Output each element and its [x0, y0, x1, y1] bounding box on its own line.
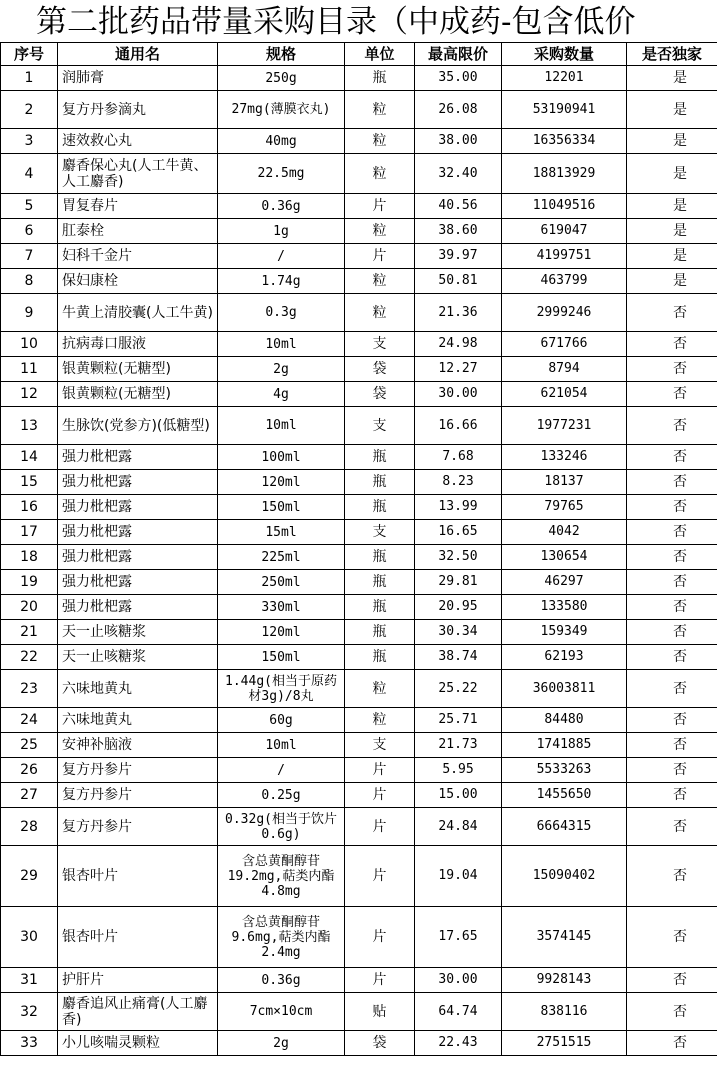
cell-price: 16.66 [415, 407, 502, 445]
cell-seq: 33 [1, 1031, 58, 1056]
cell-spec: 2g [218, 1031, 345, 1056]
table-row [1, 708, 717, 733]
cell-unit: 支 [345, 520, 415, 545]
cell-name: 六味地黄丸 [58, 708, 218, 733]
cell-qty: 1455650 [502, 783, 627, 808]
cell-qty: 133246 [502, 445, 627, 470]
cell-name: 银杏叶片 [58, 907, 218, 968]
cell-price: 13.99 [415, 495, 502, 520]
cell-qty: 16356334 [502, 129, 627, 154]
cell-qty: 671766 [502, 332, 627, 357]
table-row [1, 783, 717, 808]
cell-spec: 22.5mg [218, 154, 345, 194]
cell-price: 24.84 [415, 808, 502, 846]
table-row [1, 357, 717, 382]
cell-name: 安神补脑液 [58, 733, 218, 758]
cell-spec: 0.36g [218, 194, 345, 219]
cell-unit: 片 [345, 907, 415, 968]
cell-qty: 2751515 [502, 1031, 627, 1056]
table-row [1, 495, 717, 520]
cell-seq: 32 [1, 993, 58, 1031]
cell-unit: 支 [345, 733, 415, 758]
cell-unit: 支 [345, 407, 415, 445]
cell-qty: 159349 [502, 620, 627, 645]
cell-exclusive: 是 [627, 269, 717, 294]
cell-name: 银黄颗粒(无糖型) [58, 382, 218, 407]
cell-price: 15.00 [415, 783, 502, 808]
cell-exclusive: 否 [627, 445, 717, 470]
cell-seq: 18 [1, 545, 58, 570]
table-row [1, 595, 717, 620]
header-spec: 规格 [218, 43, 345, 66]
cell-unit: 贴 [345, 993, 415, 1031]
cell-spec: 15ml [218, 520, 345, 545]
cell-exclusive: 否 [627, 808, 717, 846]
cell-spec: 27mg(薄膜衣丸) [218, 91, 345, 129]
cell-unit: 粒 [345, 154, 415, 194]
table-row [1, 154, 717, 194]
cell-qty: 79765 [502, 495, 627, 520]
cell-name: 强力枇杷露 [58, 595, 218, 620]
cell-qty: 6664315 [502, 808, 627, 846]
cell-spec: 150ml [218, 645, 345, 670]
table-row [1, 993, 717, 1031]
table-row [1, 194, 717, 219]
cell-qty: 46297 [502, 570, 627, 595]
cell-unit: 片 [345, 194, 415, 219]
cell-seq: 24 [1, 708, 58, 733]
cell-spec: 0.32g(相当于饮片0.6g) [218, 808, 345, 846]
cell-unit: 粒 [345, 91, 415, 129]
cell-price: 25.71 [415, 708, 502, 733]
cell-unit: 瓶 [345, 66, 415, 91]
cell-name: 复方丹参片 [58, 783, 218, 808]
cell-unit: 瓶 [345, 595, 415, 620]
cell-unit: 瓶 [345, 620, 415, 645]
cell-exclusive: 否 [627, 545, 717, 570]
cell-seq: 31 [1, 968, 58, 993]
cell-spec: 0.36g [218, 968, 345, 993]
table-row [1, 545, 717, 570]
table-row [1, 670, 717, 708]
cell-unit: 片 [345, 244, 415, 269]
cell-seq: 13 [1, 407, 58, 445]
cell-qty: 130654 [502, 545, 627, 570]
cell-spec: 150ml [218, 495, 345, 520]
table-row [1, 66, 717, 91]
cell-exclusive: 否 [627, 708, 717, 733]
cell-price: 5.95 [415, 758, 502, 783]
cell-qty: 1741885 [502, 733, 627, 758]
cell-seq: 28 [1, 808, 58, 846]
cell-price: 24.98 [415, 332, 502, 357]
header-name: 通用名 [58, 43, 218, 66]
cell-unit: 支 [345, 332, 415, 357]
table-body [1, 66, 717, 1056]
cell-seq: 30 [1, 907, 58, 968]
cell-price: 29.81 [415, 570, 502, 595]
cell-unit: 粒 [345, 670, 415, 708]
cell-qty: 3574145 [502, 907, 627, 968]
cell-unit: 瓶 [345, 495, 415, 520]
cell-unit: 粒 [345, 269, 415, 294]
cell-name: 强力枇杷露 [58, 445, 218, 470]
table-row [1, 244, 717, 269]
cell-spec: 2g [218, 357, 345, 382]
cell-spec: 100ml [218, 445, 345, 470]
cell-spec: 含总黄酮醇苷19.2mg,萜类内酯4.8mg [218, 846, 345, 907]
cell-exclusive: 否 [627, 470, 717, 495]
cell-qty: 62193 [502, 645, 627, 670]
table-row [1, 445, 717, 470]
cell-qty: 12201 [502, 66, 627, 91]
cell-name: 银黄颗粒(无糖型) [58, 357, 218, 382]
cell-name: 强力枇杷露 [58, 495, 218, 520]
cell-exclusive: 否 [627, 968, 717, 993]
cell-seq: 4 [1, 154, 58, 194]
cell-name: 妇科千金片 [58, 244, 218, 269]
cell-exclusive: 是 [627, 154, 717, 194]
cell-qty: 15090402 [502, 846, 627, 907]
cell-exclusive: 否 [627, 733, 717, 758]
cell-seq: 29 [1, 846, 58, 907]
cell-seq: 17 [1, 520, 58, 545]
cell-spec: 10ml [218, 733, 345, 758]
cell-price: 8.23 [415, 470, 502, 495]
cell-spec: 1.74g [218, 269, 345, 294]
cell-unit: 片 [345, 846, 415, 907]
cell-name: 强力枇杷露 [58, 520, 218, 545]
cell-spec: 0.25g [218, 783, 345, 808]
table-row [1, 846, 717, 907]
cell-exclusive: 否 [627, 907, 717, 968]
table-row [1, 808, 717, 846]
table-row [1, 733, 717, 758]
header-row [1, 43, 717, 66]
cell-name: 天一止咳糖浆 [58, 620, 218, 645]
cell-price: 35.00 [415, 66, 502, 91]
cell-name: 牛黄上清胶囊(人工牛黄) [58, 294, 218, 332]
cell-unit: 瓶 [345, 645, 415, 670]
cell-price: 30.00 [415, 968, 502, 993]
cell-price: 30.00 [415, 382, 502, 407]
cell-name: 速效救心丸 [58, 129, 218, 154]
cell-price: 17.65 [415, 907, 502, 968]
cell-seq: 21 [1, 620, 58, 645]
cell-seq: 12 [1, 382, 58, 407]
cell-price: 7.68 [415, 445, 502, 470]
cell-unit: 袋 [345, 382, 415, 407]
cell-unit: 瓶 [345, 570, 415, 595]
cell-qty: 18137 [502, 470, 627, 495]
cell-unit: 袋 [345, 1031, 415, 1056]
cell-spec: 250ml [218, 570, 345, 595]
cell-unit: 粒 [345, 219, 415, 244]
cell-qty: 4199751 [502, 244, 627, 269]
table-row [1, 407, 717, 445]
cell-name: 银杏叶片 [58, 846, 218, 907]
cell-exclusive: 否 [627, 595, 717, 620]
cell-exclusive: 否 [627, 846, 717, 907]
cell-seq: 14 [1, 445, 58, 470]
cell-name: 复方丹参片 [58, 808, 218, 846]
cell-name: 胃复春片 [58, 194, 218, 219]
cell-seq: 6 [1, 219, 58, 244]
cell-name: 肛泰栓 [58, 219, 218, 244]
cell-qty: 18813929 [502, 154, 627, 194]
cell-unit: 袋 [345, 357, 415, 382]
cell-name: 小儿咳喘灵颗粒 [58, 1031, 218, 1056]
cell-spec: 0.3g [218, 294, 345, 332]
cell-qty: 84480 [502, 708, 627, 733]
page-title: 第二批药品带量采购目录（中成药-包含低价 [36, 4, 636, 40]
table-row [1, 758, 717, 783]
cell-seq: 23 [1, 670, 58, 708]
cell-seq: 3 [1, 129, 58, 154]
cell-qty: 8794 [502, 357, 627, 382]
cell-seq: 15 [1, 470, 58, 495]
cell-exclusive: 否 [627, 407, 717, 445]
header-exclusive: 是否独家 [627, 43, 717, 66]
cell-exclusive: 否 [627, 382, 717, 407]
cell-name: 六味地黄丸 [58, 670, 218, 708]
cell-name: 麝香追风止痛膏(人工麝香) [58, 993, 218, 1031]
cell-qty: 9928143 [502, 968, 627, 993]
cell-name: 强力枇杷露 [58, 470, 218, 495]
cell-exclusive: 否 [627, 758, 717, 783]
cell-exclusive: 否 [627, 294, 717, 332]
cell-name: 麝香保心丸(人工牛黄、人工麝香) [58, 154, 218, 194]
cell-name: 强力枇杷露 [58, 545, 218, 570]
cell-price: 21.73 [415, 733, 502, 758]
cell-name: 生脉饮(党参方)(低糖型) [58, 407, 218, 445]
cell-name: 强力枇杷露 [58, 570, 218, 595]
table-row [1, 907, 717, 968]
table-row [1, 620, 717, 645]
cell-seq: 25 [1, 733, 58, 758]
cell-seq: 1 [1, 66, 58, 91]
cell-exclusive: 是 [627, 219, 717, 244]
cell-price: 38.60 [415, 219, 502, 244]
cell-price: 32.50 [415, 545, 502, 570]
cell-unit: 瓶 [345, 445, 415, 470]
cell-exclusive: 否 [627, 570, 717, 595]
cell-price: 38.74 [415, 645, 502, 670]
table-row [1, 470, 717, 495]
table-row [1, 645, 717, 670]
cell-unit: 片 [345, 808, 415, 846]
cell-spec: 1.44g(相当于原药材3g)/8丸 [218, 670, 345, 708]
header-unit: 单位 [345, 43, 415, 66]
cell-spec: / [218, 244, 345, 269]
cell-price: 22.43 [415, 1031, 502, 1056]
cell-name: 复方丹参片 [58, 758, 218, 783]
table-row [1, 968, 717, 993]
cell-spec: 330ml [218, 595, 345, 620]
table-row [1, 269, 717, 294]
cell-price: 64.74 [415, 993, 502, 1031]
cell-qty: 11049516 [502, 194, 627, 219]
cell-spec: 225ml [218, 545, 345, 570]
cell-price: 21.36 [415, 294, 502, 332]
cell-seq: 27 [1, 783, 58, 808]
cell-qty: 5533263 [502, 758, 627, 783]
cell-qty: 2999246 [502, 294, 627, 332]
cell-seq: 26 [1, 758, 58, 783]
cell-exclusive: 是 [627, 129, 717, 154]
cell-seq: 7 [1, 244, 58, 269]
cell-name: 复方丹参滴丸 [58, 91, 218, 129]
cell-price: 26.08 [415, 91, 502, 129]
cell-spec: 1g [218, 219, 345, 244]
cell-name: 润肺膏 [58, 66, 218, 91]
cell-price: 40.56 [415, 194, 502, 219]
cell-unit: 片 [345, 968, 415, 993]
cell-price: 50.81 [415, 269, 502, 294]
table-row [1, 219, 717, 244]
cell-spec: 40mg [218, 129, 345, 154]
cell-spec: 120ml [218, 620, 345, 645]
drug-catalog-table [0, 42, 717, 1056]
cell-exclusive: 否 [627, 783, 717, 808]
cell-seq: 20 [1, 595, 58, 620]
cell-qty: 619047 [502, 219, 627, 244]
cell-spec: 10ml [218, 332, 345, 357]
cell-exclusive: 否 [627, 332, 717, 357]
cell-exclusive: 否 [627, 1031, 717, 1056]
cell-qty: 1977231 [502, 407, 627, 445]
cell-exclusive: 是 [627, 66, 717, 91]
cell-exclusive: 否 [627, 670, 717, 708]
cell-price: 30.34 [415, 620, 502, 645]
table-row [1, 332, 717, 357]
cell-name: 保妇康栓 [58, 269, 218, 294]
header-seq: 序号 [1, 43, 58, 66]
cell-exclusive: 否 [627, 520, 717, 545]
cell-qty: 838116 [502, 993, 627, 1031]
cell-seq: 9 [1, 294, 58, 332]
table-row [1, 570, 717, 595]
cell-name: 天一止咳糖浆 [58, 645, 218, 670]
table-row [1, 1031, 717, 1056]
cell-spec: 250g [218, 66, 345, 91]
cell-unit: 粒 [345, 294, 415, 332]
cell-unit: 粒 [345, 708, 415, 733]
cell-spec: 7cm×10cm [218, 993, 345, 1031]
cell-unit: 瓶 [345, 545, 415, 570]
cell-exclusive: 是 [627, 244, 717, 269]
cell-qty: 4042 [502, 520, 627, 545]
cell-spec: / [218, 758, 345, 783]
cell-exclusive: 是 [627, 194, 717, 219]
cell-exclusive: 否 [627, 620, 717, 645]
cell-name: 抗病毒口服液 [58, 332, 218, 357]
cell-seq: 16 [1, 495, 58, 520]
cell-price: 38.00 [415, 129, 502, 154]
cell-exclusive: 否 [627, 495, 717, 520]
cell-price: 16.65 [415, 520, 502, 545]
cell-seq: 8 [1, 269, 58, 294]
cell-price: 25.22 [415, 670, 502, 708]
cell-price: 19.04 [415, 846, 502, 907]
cell-price: 39.97 [415, 244, 502, 269]
cell-spec: 4g [218, 382, 345, 407]
cell-seq: 2 [1, 91, 58, 129]
cell-seq: 22 [1, 645, 58, 670]
table-row [1, 294, 717, 332]
header-qty: 采购数量 [502, 43, 627, 66]
header-price: 最高限价 [415, 43, 502, 66]
cell-seq: 10 [1, 332, 58, 357]
cell-unit: 瓶 [345, 470, 415, 495]
table-row [1, 382, 717, 407]
cell-qty: 36003811 [502, 670, 627, 708]
cell-seq: 19 [1, 570, 58, 595]
cell-qty: 133580 [502, 595, 627, 620]
cell-name: 护肝片 [58, 968, 218, 993]
cell-exclusive: 否 [627, 645, 717, 670]
table-row [1, 91, 717, 129]
cell-exclusive: 否 [627, 993, 717, 1031]
cell-spec: 120ml [218, 470, 345, 495]
table-row [1, 129, 717, 154]
cell-unit: 粒 [345, 129, 415, 154]
cell-exclusive: 是 [627, 91, 717, 129]
cell-spec: 60g [218, 708, 345, 733]
cell-price: 20.95 [415, 595, 502, 620]
cell-unit: 片 [345, 758, 415, 783]
cell-seq: 5 [1, 194, 58, 219]
cell-price: 32.40 [415, 154, 502, 194]
cell-exclusive: 否 [627, 357, 717, 382]
cell-qty: 53190941 [502, 91, 627, 129]
cell-spec: 含总黄酮醇苷9.6mg,萜类内酯2.4mg [218, 907, 345, 968]
cell-unit: 片 [345, 783, 415, 808]
table-row [1, 520, 717, 545]
cell-qty: 463799 [502, 269, 627, 294]
cell-spec: 10ml [218, 407, 345, 445]
cell-price: 12.27 [415, 357, 502, 382]
cell-seq: 11 [1, 357, 58, 382]
cell-qty: 621054 [502, 382, 627, 407]
